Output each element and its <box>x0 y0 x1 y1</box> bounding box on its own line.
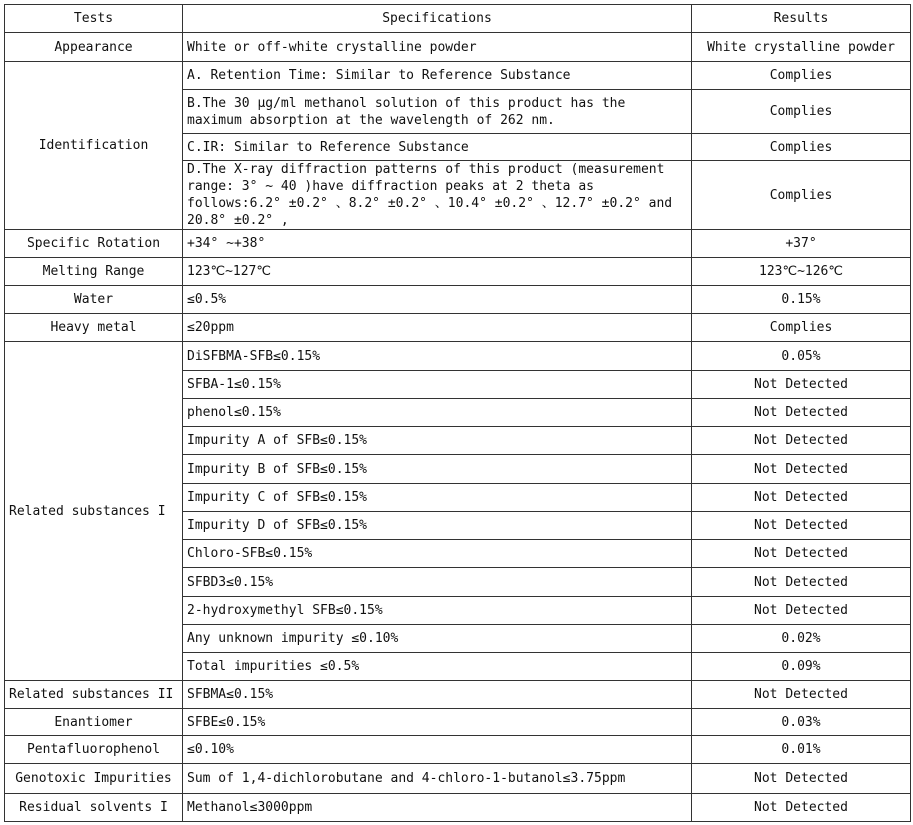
header-tests: Tests <box>5 5 183 33</box>
specification: Impurity B of SFB≤0.15% <box>183 455 692 484</box>
specification: Impurity D of SFB≤0.15% <box>183 512 692 540</box>
test-name: Pentafluorophenol <box>5 736 183 764</box>
specification: A. Retention Time: Similar to Reference Substance <box>183 62 692 90</box>
specification: Impurity C of SFB≤0.15% <box>183 484 692 512</box>
specification: SFBA-1≤0.15% <box>183 371 692 399</box>
specification: ≤0.5% <box>183 286 692 314</box>
result: Not Detected <box>692 568 911 597</box>
result: Not Detected <box>692 512 911 540</box>
specification: Methanol≤3000ppm <box>183 794 692 822</box>
test-name: Appearance <box>5 33 183 62</box>
table-row <box>5 230 911 258</box>
result: Not Detected <box>692 427 911 455</box>
specification: 123℃~127℃ <box>183 258 692 286</box>
result: 123℃~126℃ <box>692 258 911 286</box>
result: Not Detected <box>692 597 911 625</box>
result: Not Detected <box>692 540 911 568</box>
specification: SFBMA≤0.15% <box>183 681 692 709</box>
result: 0.01% <box>692 736 911 764</box>
specification: +34° ~+38° <box>183 230 692 258</box>
table-row <box>5 258 911 286</box>
result: 0.03% <box>692 709 911 736</box>
specification: 2-hydroxymethyl SFB≤0.15% <box>183 597 692 625</box>
result: Not Detected <box>692 484 911 512</box>
specification: SFBD3≤0.15% <box>183 568 692 597</box>
specification: Any unknown impurity ≤0.10% <box>183 625 692 653</box>
specification: Impurity A of SFB≤0.15% <box>183 427 692 455</box>
specification: Sum of 1,4-dichlorobutane and 4-chloro-1-butanol≤3.75ppm <box>183 764 692 794</box>
table-row <box>5 342 911 371</box>
table-row <box>5 286 911 314</box>
test-name: Related substances I <box>5 342 183 681</box>
test-name: Residual solvents I <box>5 794 183 822</box>
test-name: Enantiomer <box>5 709 183 736</box>
specification: ≤0.10% <box>183 736 692 764</box>
result: Not Detected <box>692 399 911 427</box>
result: Not Detected <box>692 455 911 484</box>
specification: D.The X-ray diffraction patterns of this product (measurement range: 3° ~ 40 )have diffraction peaks at 2 theta as follows:6.2° ±0.2° 、8.2° ±0.2° 、10.4° ±0.2° 、12.7° ±0.2° and 20.8° ±0.2° , <box>183 161 692 230</box>
test-name: Related substances II <box>5 681 183 709</box>
specification: phenol≤0.15% <box>183 399 692 427</box>
table-row <box>5 62 911 90</box>
specification: ≤20ppm <box>183 314 692 342</box>
test-name: Identification <box>5 62 183 230</box>
specification: B.The 30 μg/ml methanol solution of this product has the maximum absorption at the wavelength of 262 nm. <box>183 90 692 134</box>
header-results: Results <box>692 5 911 33</box>
result: 0.02% <box>692 625 911 653</box>
result: Complies <box>692 314 911 342</box>
test-name: Heavy metal <box>5 314 183 342</box>
table-row <box>5 794 911 822</box>
table-row <box>5 33 911 62</box>
result: Not Detected <box>692 681 911 709</box>
header-specifications: Specifications <box>183 5 692 33</box>
specification: SFBE≤0.15% <box>183 709 692 736</box>
result: Complies <box>692 62 911 90</box>
specification: White or off-white crystalline powder <box>183 33 692 62</box>
specification: Total impurities ≤0.5% <box>183 653 692 681</box>
result: Complies <box>692 90 911 134</box>
result: Complies <box>692 134 911 161</box>
test-results-table <box>4 4 911 822</box>
table-row <box>5 681 911 709</box>
specification: Chloro-SFB≤0.15% <box>183 540 692 568</box>
result: +37° <box>692 230 911 258</box>
result: Not Detected <box>692 371 911 399</box>
result: 0.05% <box>692 342 911 371</box>
header-row <box>5 5 911 33</box>
table-row <box>5 736 911 764</box>
test-name: Melting Range <box>5 258 183 286</box>
result: 0.09% <box>692 653 911 681</box>
result: Not Detected <box>692 794 911 822</box>
test-name: Water <box>5 286 183 314</box>
table-row <box>5 709 911 736</box>
test-name: Genotoxic Impurities <box>5 764 183 794</box>
table-row <box>5 764 911 794</box>
specification: C.IR: Similar to Reference Substance <box>183 134 692 161</box>
result: 0.15% <box>692 286 911 314</box>
specification: DiSFBMA-SFB≤0.15% <box>183 342 692 371</box>
table-row <box>5 314 911 342</box>
result: Not Detected <box>692 764 911 794</box>
result: White crystalline powder <box>692 33 911 62</box>
test-name: Specific Rotation <box>5 230 183 258</box>
result: Complies <box>692 161 911 230</box>
